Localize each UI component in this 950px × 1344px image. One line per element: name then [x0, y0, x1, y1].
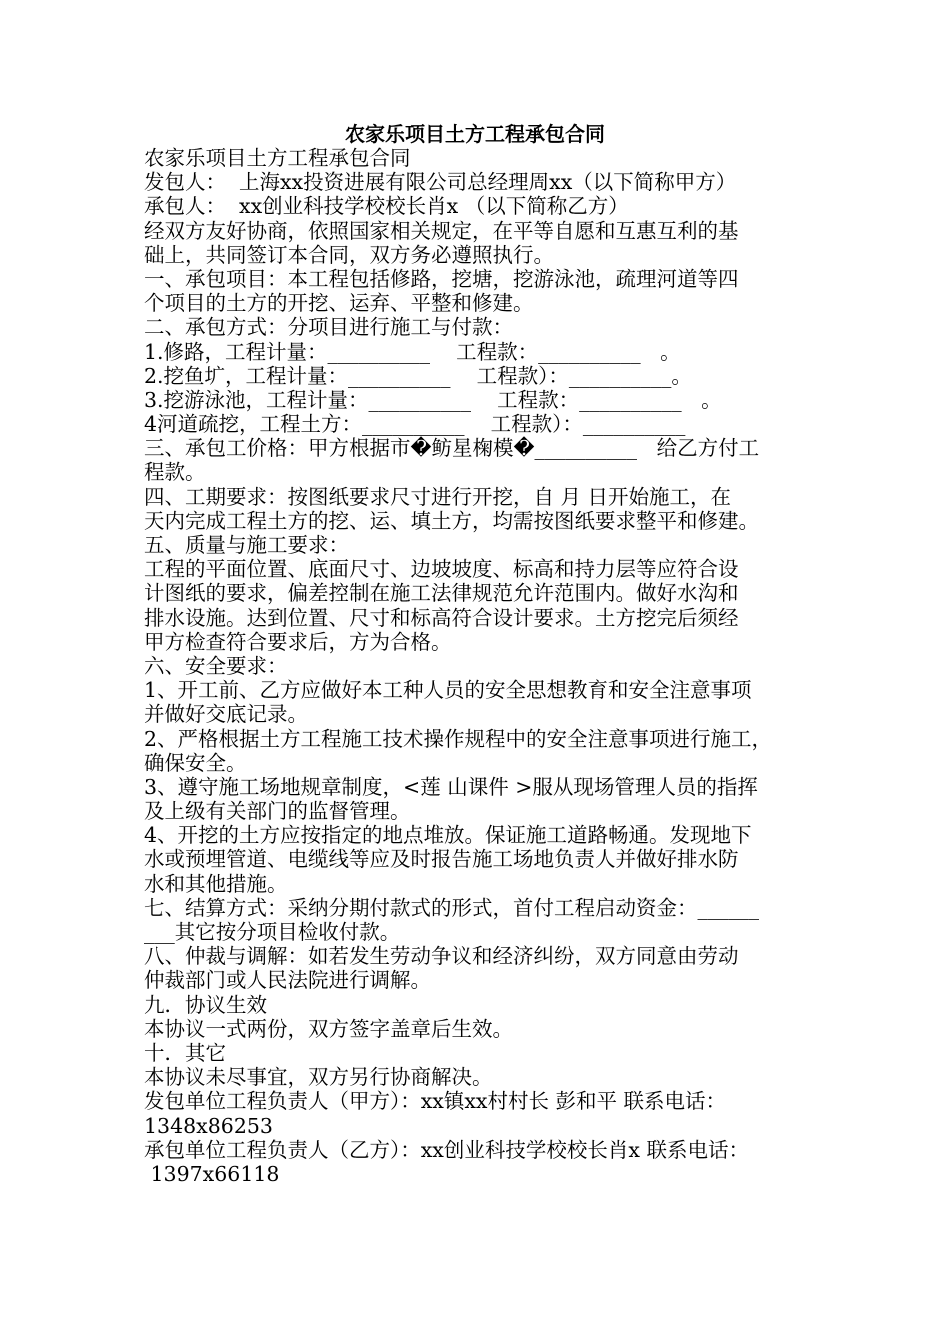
document-line: 程款。	[144, 460, 206, 485]
document-line: 五、质量与施工要求：	[144, 533, 349, 557]
document-line: 水或预埋管道、电缆线等应及时报告施工场地负责人并做好排水防	[144, 847, 739, 872]
document-line: 排水设施。达到位置、尺寸和标高符合设计要求。土方挖完后须经	[144, 605, 739, 630]
document-line: 1.修路，工程计量：__________ 工程款：__________ 。	[144, 339, 681, 364]
document-line: 承包人： xx创业科技学校校长肖x （以下简称乙方）	[144, 194, 629, 219]
document-line: 2、严格根据土方工程施工技术操作规程中的安全注意事项进行施工，	[144, 726, 773, 751]
document-line: 3.挖游泳池，工程计量：__________ 工程款：__________ 。	[144, 387, 722, 412]
document-line: 四、工期要求：按图纸要求尺寸进行开挖，自 月 日开始施工，在	[144, 484, 732, 509]
document-line: 六、安全要求：	[144, 653, 288, 678]
document-line: 工程的平面位置、底面尺寸、边坡坡度、标高和持力层等应符合设	[144, 557, 739, 582]
document-line: 仲裁部门或人民法院进行调解。	[144, 968, 431, 993]
document-line: 3、遵守施工场地规章制度，<莲 山课件 >服从现场管理人员的指挥	[144, 774, 758, 799]
document-line: 二、承包方式：分项目进行施工与付款：	[144, 315, 513, 340]
document-line: 2.挖鱼圹，工程计量：__________ 工程款）：__________。	[144, 363, 692, 388]
document-line: 三、承包工价格：甲方根据市�鲂星椈模�__________ 给乙方付工	[144, 436, 760, 461]
document-line: 础上，共同签订本合同，双方务必遵照执行。	[144, 242, 554, 267]
document-line: 本协议未尽事宜，双方另行协商解决。	[144, 1065, 493, 1090]
document-line: 水和其他措施。	[144, 871, 288, 896]
document-line: 农家乐项目土方工程承包合同	[144, 146, 411, 170]
document-line: 天内完成工程土方的挖、运、填土方，均需按图纸要求整平和修建。	[144, 508, 759, 533]
document-line: 1397x66118	[144, 1161, 280, 1186]
document-line: 1、开工前、乙方应做好本工种人员的安全思想教育和安全注意事项	[144, 678, 752, 703]
document-line: 及上级有关部门的监督管理。	[144, 799, 411, 824]
document-line: 甲方检查符合要求后，方为合格。	[144, 629, 452, 654]
document-line: 九．协议生效	[144, 992, 267, 1017]
document-line: 4、开挖的土方应按指定的地点堆放。保证施工道路畅通。发现地下	[144, 823, 752, 848]
document-line: 并做好交底记录。	[144, 702, 308, 727]
document-title: 农家乐项目土方工程承包合同	[345, 122, 605, 146]
document-line: 4河道疏挖，工程土方：__________ 工程款）：__________	[144, 412, 686, 437]
document-line: 个项目的土方的开挖、运弃、平整和修建。	[144, 291, 534, 316]
document-line: ___其它按分项目检收付款。	[144, 920, 401, 944]
document-line: 发包人： 上海xx投资进展有限公司总经理周xx（以下简称甲方）	[144, 170, 737, 195]
document-body	[144, 146, 814, 1186]
document-line: 七、结算方式：采纳分期付款式的形式，首付工程启动资金：______	[144, 895, 759, 920]
document-line: 1348x86253	[144, 1113, 273, 1138]
document-line: 一、承包项目：本工程包括修路，挖塘，挖游泳池，疏理河道等四	[144, 266, 739, 291]
document-line: 发包单位工程负责人（甲方）：xx镇xx村村长 彭和平 联系电话：	[144, 1089, 727, 1114]
document-line: 确保安全。	[144, 750, 247, 775]
document-line: 承包单位工程负责人（乙方）：xx创业科技学校校长肖x 联系电话：	[144, 1137, 749, 1162]
document-line: 八、仲裁与调解：如若发生劳动争议和经济纠纷，双方同意由劳动	[144, 944, 739, 969]
document-line: 计图纸的要求，偏差控制在施工法律规范允许范围内。做好水沟和	[144, 581, 739, 606]
document-line: 经双方友好协商，依照国家相关规定，在平等自愿和互惠互利的基	[144, 218, 739, 243]
document-line: 十．其它	[144, 1040, 226, 1065]
document-line: 本协议一式两份，双方签字盖章后生效。	[144, 1016, 513, 1041]
